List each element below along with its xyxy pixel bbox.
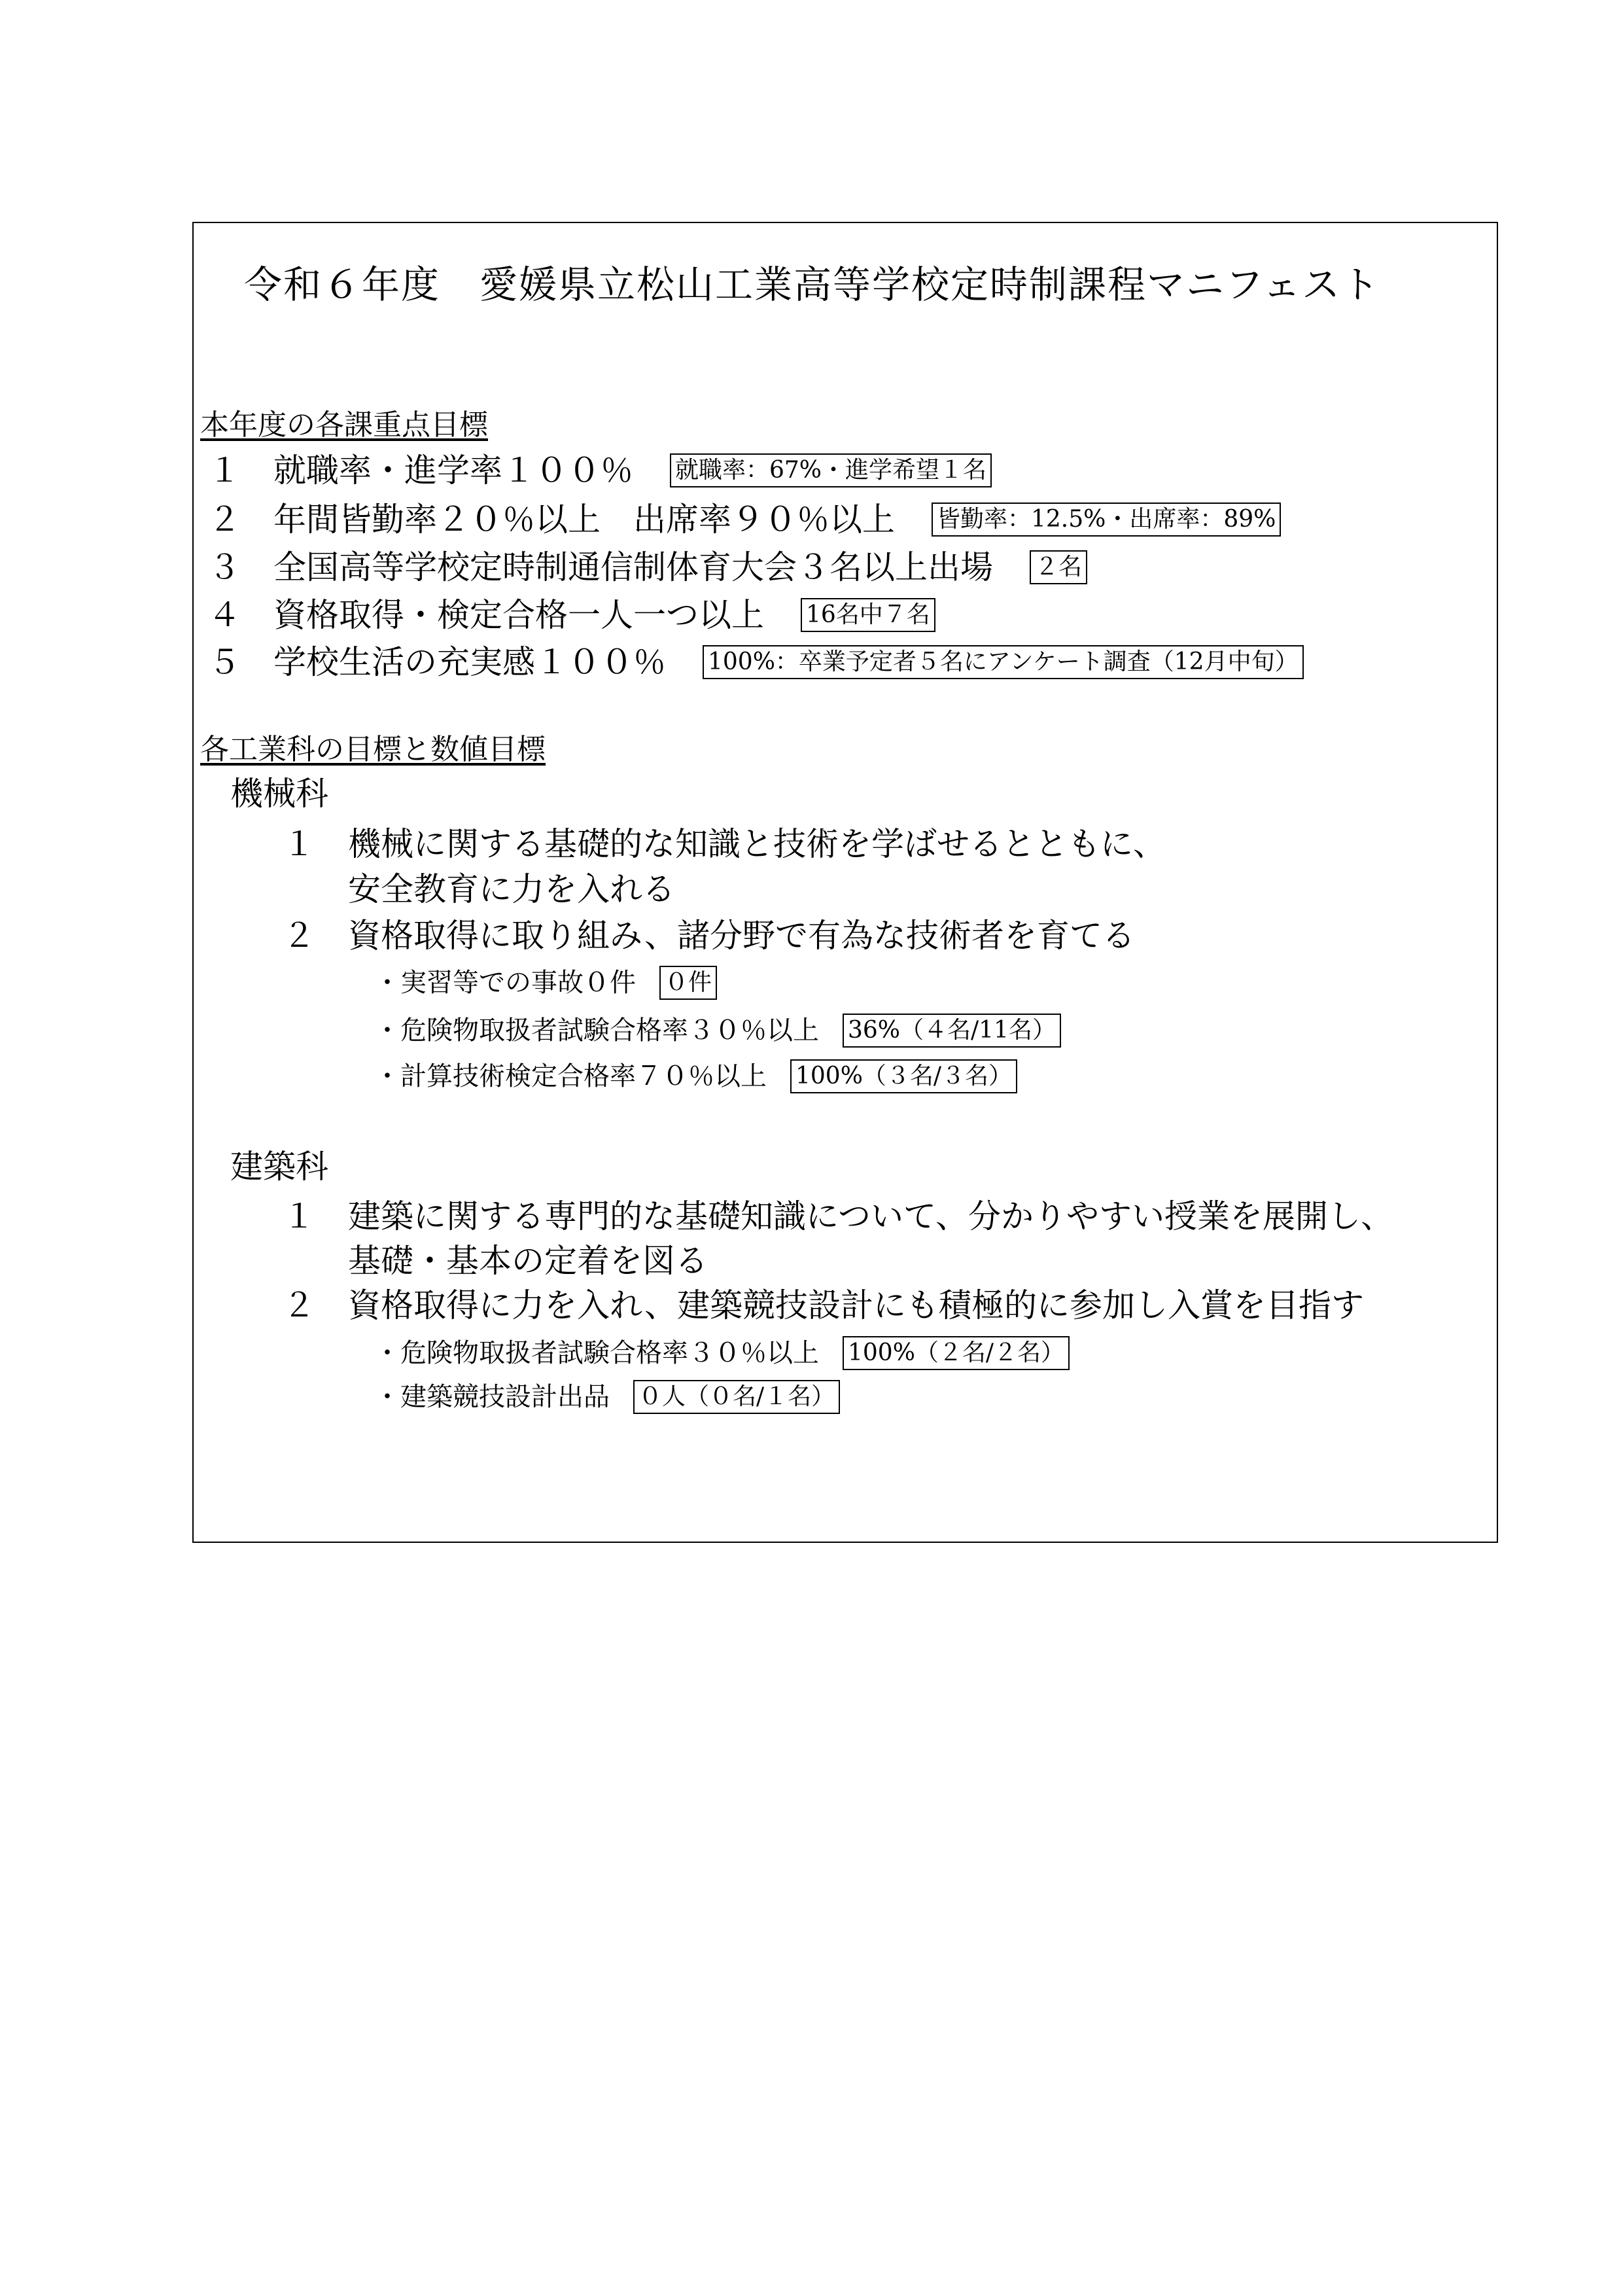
- target-result-box: ０件: [659, 966, 717, 1000]
- target-text: ・建築競技設計出品: [374, 1382, 610, 1412]
- goal-text: 建築に関する専門的な基礎知識について、分かりやすい授業を展開し、: [348, 1197, 1393, 1235]
- mechanical-goal-2: [283, 914, 1135, 957]
- goal-number: １: [208, 451, 241, 489]
- goal-number: ２: [283, 917, 315, 955]
- architecture-goal-1-continued: [348, 1239, 708, 1282]
- architecture-target-1: [374, 1335, 1070, 1371]
- goal-number: ２: [283, 1286, 315, 1324]
- goal-result-box: ２名: [1030, 550, 1087, 584]
- goal-text: 全国高等学校定時制通信制体育大会３名以上出場: [273, 548, 993, 586]
- architecture-goal-2: [283, 1284, 1364, 1327]
- architecture-target-2: [374, 1379, 840, 1415]
- goal-text: 年間皆勤率２０％以上 出席率９０％以上: [273, 501, 895, 539]
- priority-goal-5: [208, 641, 1304, 684]
- goal-result-box: 皆勤率：12.5%・出席率：89%: [932, 503, 1281, 537]
- goal-number: ４: [208, 596, 241, 634]
- priority-goal-4: [208, 593, 935, 637]
- goal-number: ３: [208, 548, 241, 586]
- goal-text: 安全教育に力を入れる: [348, 870, 675, 908]
- target-text: ・危険物取扱者試験合格率３０％以上: [374, 1338, 819, 1368]
- priority-goal-3: [208, 546, 1087, 589]
- goal-text: 学校生活の充実感１００％: [273, 643, 666, 681]
- goal-text: 資格取得に取り組み、諸分野で有為な技術者を育てる: [348, 917, 1135, 955]
- department-name-mechanical: 機械科: [230, 775, 328, 813]
- goal-text: 機械に関する基礎的な知識と技術を学ばせるとともに、: [348, 825, 1166, 863]
- architecture-goal-1: [283, 1195, 1393, 1238]
- target-text: ・危険物取扱者試験合格率３０％以上: [374, 1016, 819, 1046]
- priority-goal-2: [208, 498, 1281, 541]
- goal-result-box: 100%：卒業予定者５名にアンケート調査（12月中旬）: [703, 645, 1304, 679]
- goal-number: １: [283, 1197, 315, 1235]
- priority-goal-1: [208, 449, 992, 492]
- mechanical-target-2: [374, 1012, 1061, 1049]
- goal-number: １: [283, 825, 315, 863]
- goal-number: ５: [208, 643, 241, 681]
- goal-text: 資格取得に力を入れ、建築競技設計にも積極的に参加し入賞を目指す: [348, 1286, 1364, 1324]
- goal-number: ２: [208, 501, 241, 539]
- section-heading-priority-goals: 本年度の各課重点目標: [200, 408, 488, 442]
- target-result-box: 36%（４名/11名）: [843, 1014, 1061, 1048]
- mechanical-target-1: [374, 964, 717, 1001]
- goal-text: 資格取得・検定合格一人一つ以上: [273, 596, 764, 634]
- target-result-box: 100%（３名/３名）: [790, 1059, 1017, 1093]
- target-result-box: 100%（２名/２名）: [843, 1336, 1070, 1370]
- mechanical-goal-1: [283, 822, 1166, 866]
- goal-result-box: 16名中７名: [801, 598, 935, 632]
- goal-result-box: 就職率：67%・進学希望１名: [670, 453, 992, 487]
- goal-text: 基礎・基本の定着を図る: [348, 1242, 708, 1280]
- section-heading-department-goals: 各工業科の目標と数値目標: [200, 733, 546, 766]
- document-title: 令和６年度 愛媛県立松山工業高等学校定時制課程マニフェスト: [244, 262, 1381, 307]
- mechanical-goal-1-continued: [348, 868, 675, 911]
- target-text: ・計算技術検定合格率７０％以上: [374, 1061, 767, 1091]
- goal-text: 就職率・進学率１００％: [273, 451, 633, 489]
- department-name-architecture: 建築科: [230, 1148, 328, 1186]
- mechanical-target-3: [374, 1058, 1017, 1095]
- target-text: ・実習等での事故０件: [374, 968, 636, 998]
- target-result-box: ０人（０名/１名）: [633, 1380, 840, 1414]
